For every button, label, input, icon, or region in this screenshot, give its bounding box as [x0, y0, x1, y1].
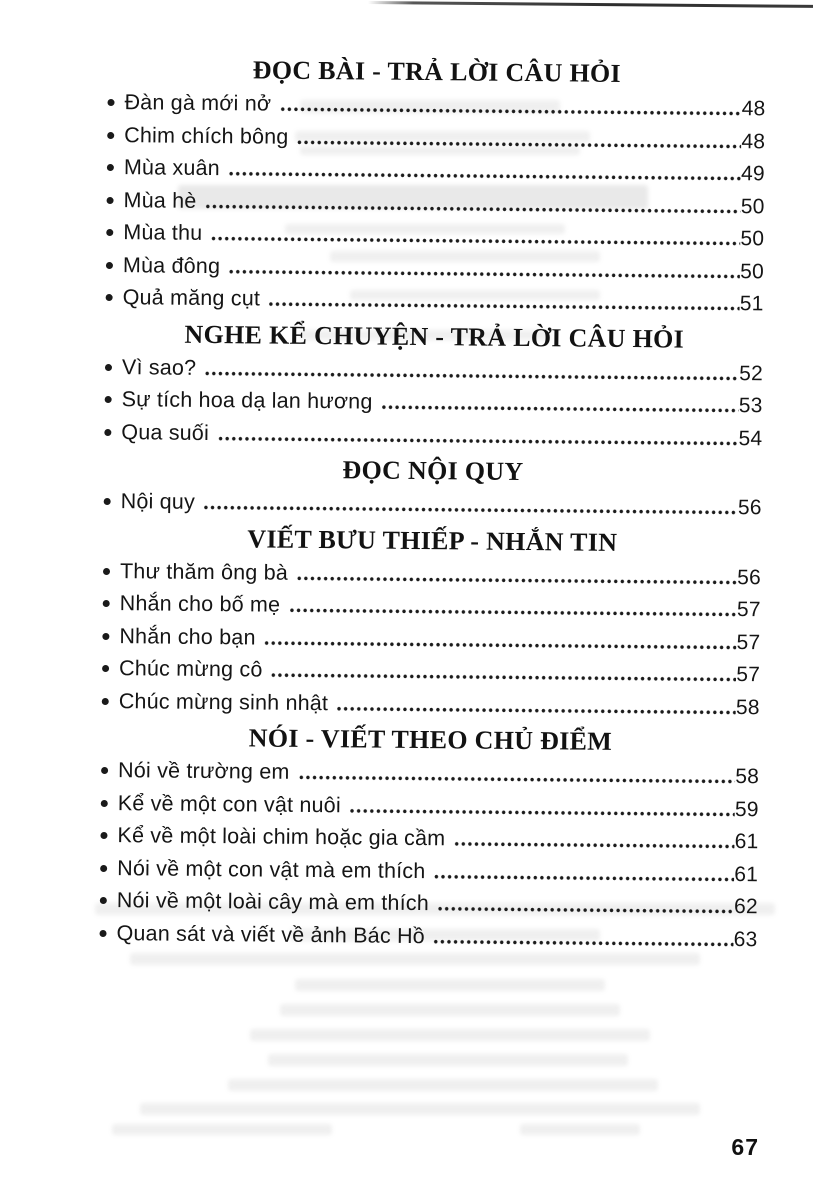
dot-leader — [380, 391, 739, 417]
entry-page-number: 57 — [736, 630, 761, 654]
toc-entry — [107, 156, 765, 185]
entry-page-number: 49 — [740, 162, 765, 186]
section-entries — [104, 355, 763, 449]
dot-leader — [288, 594, 737, 621]
entry-title: Nói về trường em — [117, 758, 290, 784]
entry-page-number: 54 — [738, 426, 763, 450]
bullet-icon — [105, 363, 112, 370]
entry-page-number: 59 — [734, 797, 759, 821]
toc-entry — [107, 91, 765, 120]
toc-entry — [104, 420, 762, 449]
entry-page-number: 56 — [737, 565, 762, 589]
bullet-icon — [104, 428, 111, 435]
section-entries — [99, 759, 759, 951]
toc-entry — [103, 592, 761, 621]
entry-page-number: 52 — [739, 361, 764, 385]
toc-entry — [102, 624, 760, 653]
dot-leader — [279, 93, 742, 120]
bullet-icon — [106, 294, 113, 301]
dot-leader — [210, 222, 740, 250]
dot-leader — [228, 157, 741, 185]
toc-entry — [102, 657, 760, 686]
toc-entry — [100, 889, 758, 918]
entry-page-number: 62 — [733, 895, 758, 919]
entry-title: Sự tích hoa dạ lan hương — [121, 387, 373, 414]
bullet-icon — [107, 196, 114, 203]
toc-entry — [104, 490, 762, 519]
entry-title: Chúc mừng cô — [118, 656, 263, 682]
entry-title: Mùa xuân — [123, 155, 221, 181]
dot-leader — [437, 892, 734, 918]
toc-entry — [99, 921, 757, 950]
toc-entry — [101, 759, 759, 788]
section-heading: VIẾT BƯU THIẾP - NHẮN TIN — [247, 523, 618, 557]
toc-entry — [105, 388, 763, 417]
dot-leader — [433, 860, 734, 886]
entry-title: Nhắn cho bố mẹ — [119, 591, 281, 617]
entry-title: Quan sát và viết về ảnh Bác Hồ — [116, 920, 426, 948]
entry-title: Chim chích bông — [124, 122, 289, 149]
bullet-icon — [100, 864, 107, 871]
bullet-icon — [107, 131, 114, 138]
bullet-icon — [100, 929, 107, 936]
toc-section — [99, 722, 759, 951]
entry-page-number: 48 — [741, 129, 766, 153]
dot-leader — [204, 356, 739, 384]
section-entries — [106, 91, 766, 315]
dot-leader — [336, 692, 736, 719]
bullet-icon — [100, 897, 107, 904]
toc-entry — [107, 123, 765, 152]
bullet-icon — [100, 832, 107, 839]
entry-page-number: 50 — [740, 194, 765, 218]
bullet-icon — [105, 396, 112, 403]
entry-page-number: 50 — [740, 259, 765, 283]
entry-title: Mùa đông — [122, 252, 221, 278]
toc-entry — [101, 791, 759, 820]
entry-title: Nói về một con vật mà em thích — [117, 855, 426, 883]
section-entries — [102, 559, 761, 718]
bullet-icon — [102, 665, 109, 672]
entry-page-number: 58 — [735, 695, 760, 719]
toc-entry — [103, 559, 761, 588]
entry-page-number: 53 — [738, 394, 763, 418]
dot-leader — [453, 827, 735, 853]
bullet-icon — [101, 767, 108, 774]
entry-title: Nội quy — [120, 489, 196, 514]
entry-title: Đàn gà mới nở — [124, 90, 272, 116]
entry-page-number: 61 — [734, 830, 759, 854]
table-of-contents — [99, 52, 766, 960]
entry-page-number: 61 — [734, 862, 759, 886]
dot-leader — [270, 659, 736, 686]
bullet-icon — [106, 261, 113, 268]
entry-title: Mùa hè — [123, 187, 197, 213]
entry-title: Vì sao? — [121, 354, 197, 380]
toc-section — [104, 453, 763, 519]
bullet-icon — [107, 164, 114, 171]
page-number: 67 — [731, 1134, 759, 1160]
bullet-icon — [102, 697, 109, 704]
toc-entry — [100, 824, 758, 853]
bullet-icon — [104, 498, 111, 505]
entry-page-number: 57 — [736, 598, 761, 622]
toc-section — [106, 54, 766, 315]
entry-title: Thư thăm ông bà — [119, 558, 289, 585]
dot-leader — [296, 125, 741, 152]
section-heading: NÓI - VIẾT THEO CHỦ ĐIỂM — [248, 723, 613, 756]
toc-entry — [106, 188, 764, 217]
entry-title: Chúc mừng sinh nhật — [118, 688, 329, 715]
entry-page-number: 48 — [741, 97, 766, 121]
toc-section — [102, 522, 762, 718]
entry-page-number: 57 — [736, 663, 761, 687]
entry-page-number: 63 — [733, 927, 758, 951]
entry-title: Qua suối — [121, 419, 210, 445]
dot-leader — [349, 794, 735, 821]
dot-leader — [228, 255, 740, 283]
bullet-icon — [106, 229, 113, 236]
toc-entry — [106, 286, 764, 315]
dot-leader — [297, 761, 735, 788]
entry-title: Nói về một loài cây mà em thích — [116, 888, 430, 916]
bullet-icon — [107, 99, 114, 106]
scan-edge-artifact — [368, 1, 813, 7]
bullet-icon — [103, 567, 110, 574]
section-entries — [104, 490, 762, 519]
entry-title: Nhắn cho bạn — [119, 623, 256, 649]
dot-leader — [433, 925, 734, 951]
entry-title: Kể về một con vật nuôi — [117, 790, 342, 817]
entry-title: Mùa thu — [123, 220, 203, 245]
bullet-icon — [101, 799, 108, 806]
bullet-icon — [103, 600, 110, 607]
dot-leader — [264, 626, 737, 654]
entry-page-number: 58 — [735, 765, 760, 789]
entry-page-number: 51 — [739, 292, 764, 316]
entry-page-number: 50 — [740, 227, 765, 251]
entry-page-number: 56 — [737, 496, 762, 520]
toc-section — [104, 318, 763, 449]
section-heading: NGHE KỂ CHUYỆN - TRẢ LỜI CÂU HỎI — [184, 319, 685, 354]
toc-entry — [102, 689, 760, 718]
dot-leader — [217, 422, 739, 450]
entry-title: Kể về một loài chim hoặc gia cầm — [117, 823, 446, 851]
entry-title: Quả măng cụt — [122, 285, 261, 311]
section-heading: ĐỌC NỘI QUY — [342, 455, 524, 487]
dot-leader — [296, 561, 737, 588]
toc-entry — [105, 355, 763, 384]
dot-leader — [203, 491, 738, 519]
toc-entry — [106, 253, 764, 282]
section-heading: ĐỌC BÀI - TRẢ LỜI CÂU HỎI — [252, 55, 622, 88]
toc-entry — [100, 856, 758, 885]
dot-leader — [268, 288, 740, 316]
dot-leader — [204, 189, 741, 217]
toc-entry — [106, 221, 764, 250]
bullet-icon — [102, 632, 109, 639]
